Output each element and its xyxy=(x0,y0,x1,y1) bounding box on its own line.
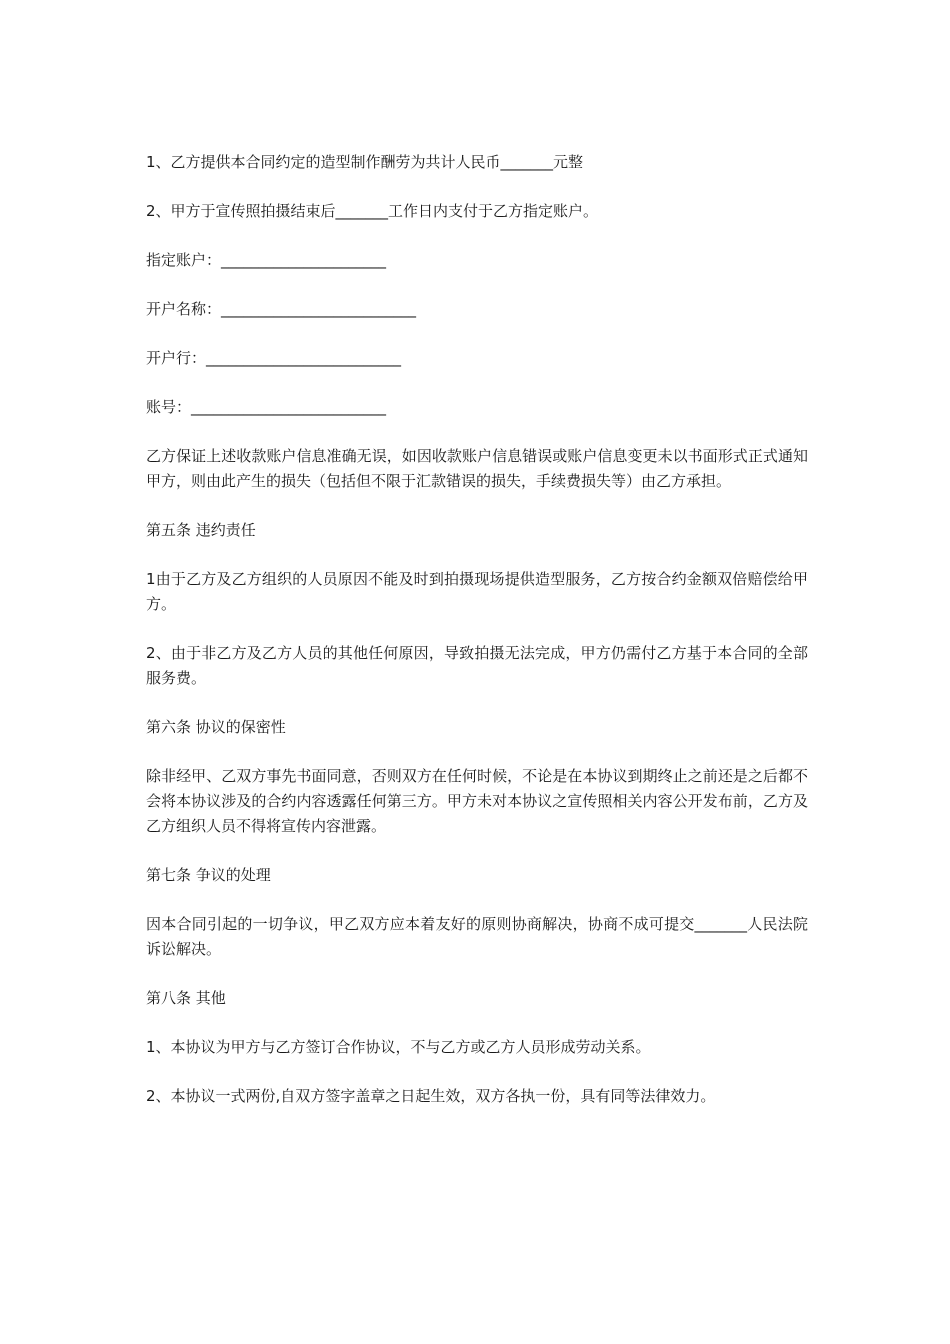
account-name-line: 开户名称：__________________________ xyxy=(146,300,417,318)
section-six-heading: 第六条 协议的保密性 xyxy=(146,718,286,736)
bank-line: 开户行：__________________________ xyxy=(146,349,402,367)
other-clause-2: 2、本协议一式两份,自双方签字盖章之日起生效，双方各执一份，具有同等法律效力。 xyxy=(146,1087,716,1105)
account-number-line: 账号：__________________________ xyxy=(146,398,387,416)
section-five-heading: 第五条 违约责任 xyxy=(146,521,256,539)
breach-clause-1: 1由于乙方及乙方组织的人员原因不能及时到拍摄现场提供造型服务，乙方按合约金额双倍赔偿给甲方。 xyxy=(146,570,808,613)
section-eight-heading: 第八条 其他 xyxy=(146,989,226,1007)
other-clause-1: 1、本协议为甲方与乙方签订合作协议，不与乙方或乙方人员形成劳动关系。 xyxy=(146,1038,651,1056)
confidentiality-clause: 除非经甲、乙双方事先书面同意，否则双方在任何时候，不论是在本协议到期终止之前还是之后都不会将本协议涉及的合约内容透露任何第三方。甲方未对本协议之宣传照相关内容公开发布前，乙方及乙方组织人员不得将宣传内容泄露。 xyxy=(146,767,808,835)
breach-clause-2: 2、由于非乙方及乙方人员的其他任何原因，导致拍摄无法完成，甲方仍需付乙方基于本合同的全部服务费。 xyxy=(146,644,808,687)
payment-amount-clause: 1、乙方提供本合同约定的造型制作酬劳为共计人民币_______元整 xyxy=(146,153,584,171)
payment-deadline-clause: 2、甲方于宣传照拍摄结束后_______工作日内支付于乙方指定账户。 xyxy=(146,202,599,220)
section-seven-heading: 第七条 争议的处理 xyxy=(146,866,271,884)
account-guarantee-clause: 乙方保证上述收款账户信息准确无误，如因收款账户信息错误或账户信息变更未以书面形式正式通知甲方，则由此产生的损失（包括但不限于汇款错误的损失，手续费损失等）由乙方承担。 xyxy=(146,447,808,490)
designated-account-line: 指定账户：______________________ xyxy=(146,251,387,269)
dispute-clause: 因本合同引起的一切争议，甲乙双方应本着友好的原则协商解决，协商不成可提交_______人民法院诉讼解决。 xyxy=(146,915,808,958)
document-body xyxy=(146,150,808,1133)
